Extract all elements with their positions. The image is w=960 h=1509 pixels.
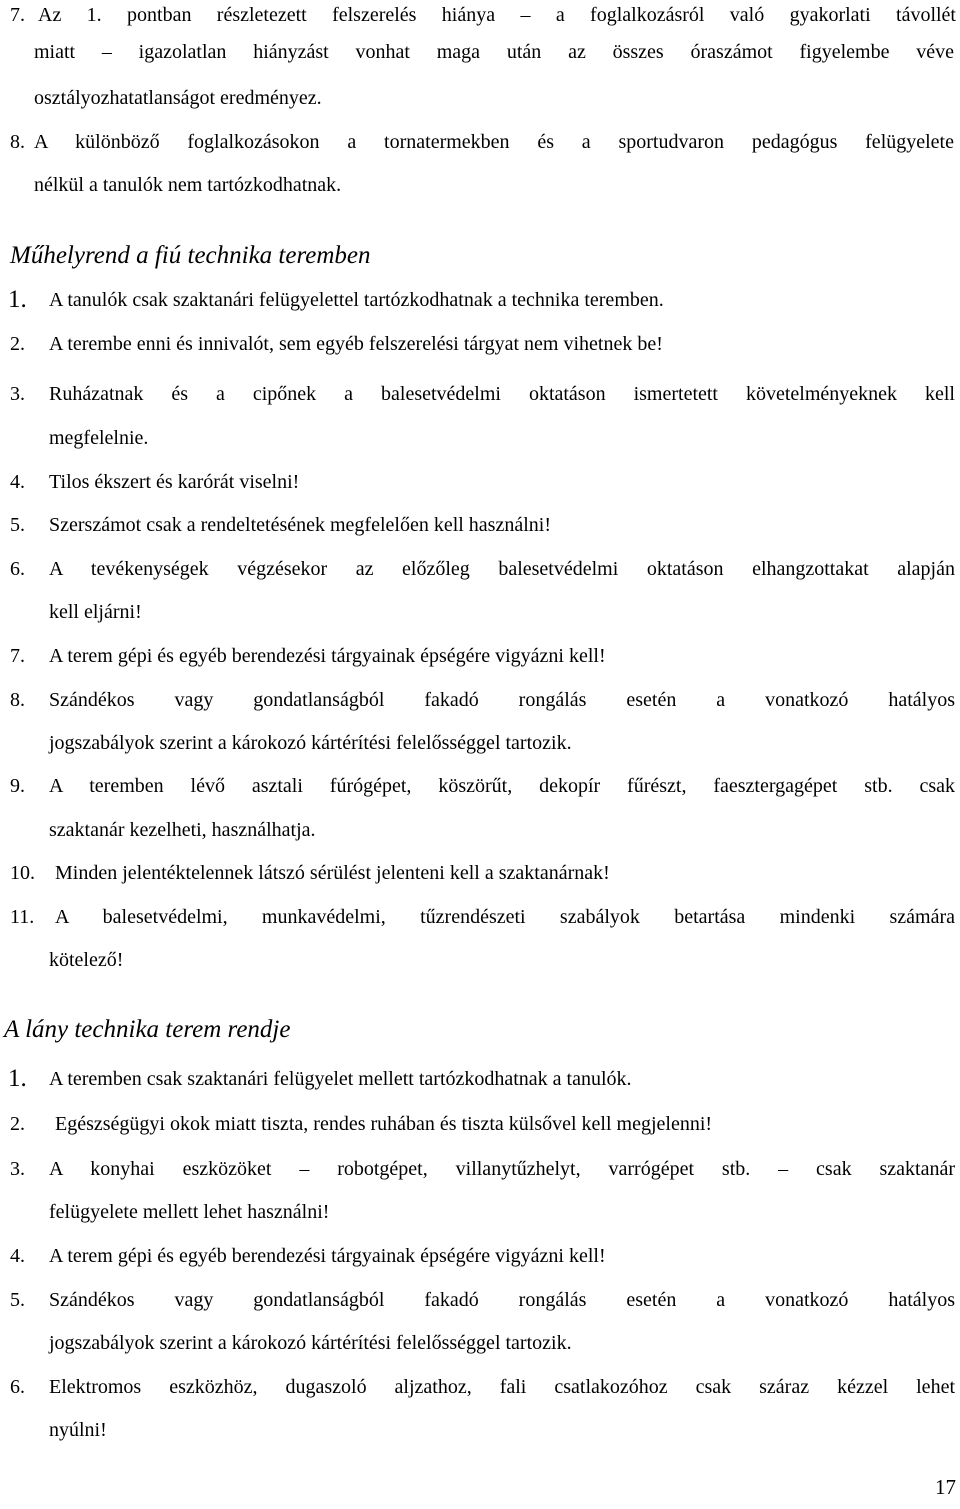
list-item-continuation <box>0 942 960 978</box>
list-item <box>0 1061 960 1097</box>
item-number: 5. <box>10 1289 25 1311</box>
item-text: A teremben csak szaktanári felügyelet mellett tartózkodhatnak a tanulók. <box>49 1068 632 1090</box>
list-item <box>0 1151 960 1187</box>
list-item-continuation <box>0 1325 960 1361</box>
item-number: 4. <box>10 1245 25 1267</box>
item-text: Szándékos vagy gondatlanságból fakadó rongálás esetén a vonatkozó hatályos <box>49 689 955 711</box>
item-text: A teremben lévő asztali fúrógépet, köszörűt, dekopír fűrészt, faesztergagépet stb. csak <box>49 775 955 797</box>
item-text: Egészségügyi okok miatt tiszta, rendes ruhában és tiszta külsővel kell megjelenni! <box>55 1113 713 1135</box>
item-text: Az 1. pontban részletezett felszerelés hiánya – a foglalkozásról való gyakorlati távollét <box>38 4 956 26</box>
list-item <box>0 768 960 804</box>
item-text: kell eljárni! <box>49 601 142 623</box>
item-text: Szándékos vagy gondatlanságból fakadó rongálás esetén a vonatkozó hatályos <box>49 1289 955 1311</box>
item-number: 8. <box>10 131 25 153</box>
item-text: jogszabályok szerint a károkozó kártérítési felelősséggel tartozik. <box>49 1332 572 1354</box>
list-item <box>0 1369 960 1405</box>
list-item <box>0 507 960 543</box>
list-item <box>0 282 960 318</box>
section-heading: A lány technika terem rendje <box>4 1016 291 1043</box>
list-item <box>0 464 960 500</box>
item-number: 4. <box>10 471 25 493</box>
item-number: 1. <box>8 286 27 313</box>
item-text: A tevékenységek végzésekor az előzőleg balesetvédelmi oktatáson elhangzottakat alapján <box>49 558 955 580</box>
item-text: A tanulók csak szaktanári felügyelettel tartózkodhatnak a technika teremben. <box>49 289 664 311</box>
list-item <box>0 551 960 587</box>
list-item-continuation <box>0 34 960 70</box>
item-text: nyúlni! <box>49 1419 107 1441</box>
list-item-continuation <box>0 1194 960 1230</box>
item-text: Elektromos eszközhöz, dugaszoló aljzathoz, fali csatlakozóhoz csak száraz kézzel lehet <box>49 1376 955 1398</box>
item-text: A különböző foglalkozásokon a tornatermekben és a sportudvaron pedagógus felügyelete <box>34 131 954 153</box>
item-number: 1. <box>8 1065 27 1092</box>
item-text: A balesetvédelmi, munkavédelmi, tűzrendészeti szabályok betartása mindenki számára <box>55 906 955 928</box>
item-text: nélkül a tanulók nem tartózkodhatnak. <box>34 174 342 196</box>
item-text: Ruházatnak és a cipőnek a balesetvédelmi oktatáson ismertetett követelményeknek kell <box>49 383 955 405</box>
item-text: Minden jelentéktelennek látszó sérülést jelenteni kell a szaktanárnak! <box>55 862 610 884</box>
item-number: 3. <box>10 1158 25 1180</box>
item-text: kötelező! <box>49 949 124 971</box>
page-number: 17 <box>935 1475 956 1499</box>
item-text: Szerszámot csak a rendeltetésének megfelelően kell használni! <box>49 514 551 536</box>
list-item <box>0 638 960 674</box>
list-item <box>0 682 960 718</box>
item-number: 7. <box>10 4 25 26</box>
list-item-continuation <box>0 420 960 456</box>
item-text: A terem gépi és egyéb berendezési tárgyainak épségére vigyázni kell! <box>49 645 606 667</box>
list-item <box>0 855 960 891</box>
list-item <box>0 326 960 362</box>
item-number: 3. <box>10 383 25 405</box>
list-item-continuation <box>0 167 960 203</box>
list-item-continuation <box>0 80 960 116</box>
list-item-continuation <box>0 812 960 848</box>
item-number: 11. <box>10 906 35 928</box>
list-item-continuation <box>0 1412 960 1448</box>
item-text: A konyhai eszközöket – robotgépet, villanytűzhelyt, varrógépet stb. – csak szaktanár <box>49 1158 955 1180</box>
list-item <box>0 1282 960 1318</box>
item-number: 2. <box>10 1113 25 1135</box>
list-item <box>0 1106 960 1142</box>
item-text: A terem gépi és egyéb berendezési tárgyainak épségére vigyázni kell! <box>49 1245 606 1267</box>
item-text: felügyelete mellett lehet használni! <box>49 1201 330 1223</box>
list-item-continuation <box>0 725 960 761</box>
item-number: 9. <box>10 775 25 797</box>
item-number: 8. <box>10 689 25 711</box>
item-number: 10. <box>10 862 35 884</box>
list-item <box>0 124 960 160</box>
item-number: 6. <box>10 558 25 580</box>
list-item <box>0 1238 960 1274</box>
list-item <box>0 376 960 412</box>
list-item-continuation <box>0 594 960 630</box>
item-text: Tilos ékszert és karórát viselni! <box>49 471 300 493</box>
item-text: A terembe enni és innivalót, sem egyéb felszerelési tárgyat nem vihetnek be! <box>49 333 663 355</box>
item-number: 7. <box>10 645 25 667</box>
item-text: jogszabályok szerint a károkozó kártérítési felelősséggel tartozik. <box>49 732 572 754</box>
item-text: megfelelnie. <box>49 427 149 449</box>
item-number: 5. <box>10 514 25 536</box>
item-text: szaktanár kezelheti, használhatja. <box>49 819 316 841</box>
item-number: 6. <box>10 1376 25 1398</box>
item-text: osztályozhatatlanságot eredményez. <box>34 87 322 109</box>
item-number: 2. <box>10 333 25 355</box>
list-item <box>0 0 960 33</box>
list-item <box>0 899 960 935</box>
section-heading: Műhelyrend a fiú technika teremben <box>10 242 371 269</box>
item-text: miatt – igazolatlan hiányzást vonhat maga után az összes óraszámot figyelembe véve <box>34 41 954 63</box>
